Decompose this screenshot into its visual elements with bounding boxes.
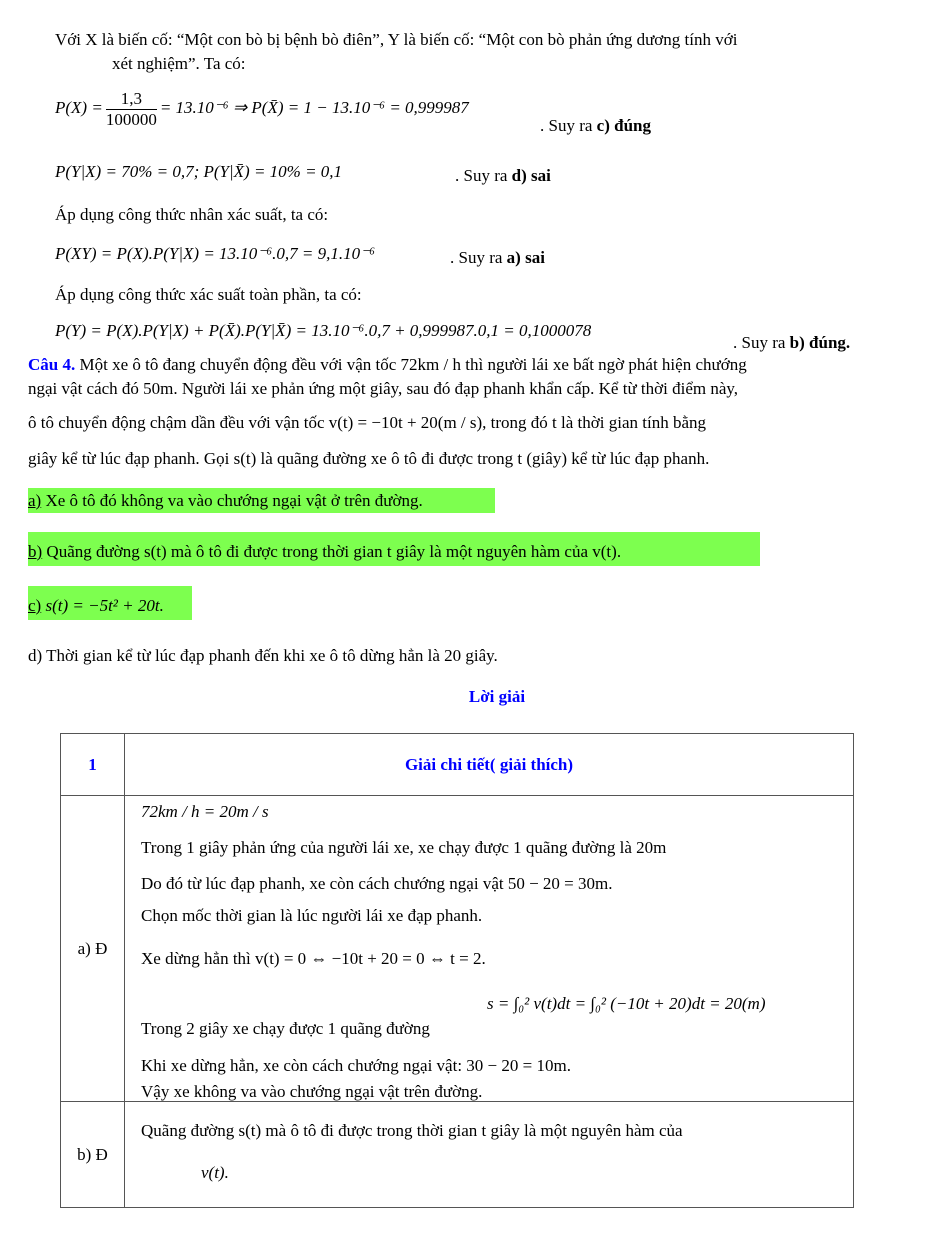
header-col1: 1 bbox=[61, 734, 125, 796]
intro-line: xét nghiệm”. Ta có: bbox=[112, 54, 246, 73]
solution-table bbox=[60, 733, 854, 1208]
conclusion-a: . Suy ra a) sai bbox=[450, 248, 545, 267]
option-c: c) s(t) = −5t² + 20t. bbox=[28, 586, 192, 620]
formula-py: P(Y) = P(X).P(Y|X) + P(X̄).P(Y|X̄) = 13.10⁻⁶.0,7 + 0,999987.0,1 = 0,1000078 bbox=[55, 321, 592, 340]
formula-pyx: P(Y|X) = 70% = 0,7; P(Y|X̄) = 10% = 0,1 bbox=[55, 162, 343, 181]
conclusion-d: . Suy ra d) sai bbox=[455, 166, 551, 185]
row-a-label: a) Đ bbox=[61, 796, 125, 1102]
solution-title: Lời giải bbox=[468, 687, 526, 706]
conclusion-c: . Suy ra c) đúng bbox=[540, 116, 651, 135]
row-b-label: b) Đ bbox=[61, 1102, 125, 1208]
rule-text: Áp dụng công thức xác suất toàn phần, ta có: bbox=[55, 285, 362, 304]
row-a-content: 72km / h = 20m / s Trong 1 giây phản ứng của người lái xe, xe chạy được 1 quãng đường là 20m Do đó từ lúc đạp phanh, xe còn cách chướng ngại vật 50 − 20 = 30m. Chọn mốc thời gian là lúc người lái xe đạp phanh. Xe dừng hẳn thì v(t) = 0 ⇔ −10t + 20 = 0 ⇔ t = 2. Trong 2 giây xe chạy được 1 quãng đường s = ∫₀² v(t)dt = ∫₀² (−10t + 20)dt = 20(m) Khi xe dừng hẳn, xe còn cách chướng ngại vật: 30 − 20 = 10m. Vậy xe không va vào chướng ngại vật trên đường. bbox=[125, 796, 854, 1102]
fraction: $\frac{1,3}{100000}$ bbox=[105, 88, 157, 129]
intro-line: Với X là biến cố: “Một con bò bị bệnh bò điên”, Y là biến cố: “Một con bò phản ứng dương tính với bbox=[55, 30, 738, 49]
formula-px: P(X) = $\frac{1,3}{100000}$ = 13.10⁻⁶ ⇒ P(X̄) = 1 − 13.10⁻⁶ = 0,999987 bbox=[55, 88, 469, 129]
question-line: giây kể từ lúc đạp phanh. Gọi s(t) là quãng đường xe ô tô đi được trong t (giây) kể từ lúc đạp phanh. bbox=[28, 449, 710, 468]
question-line: ngại vật cách đó 50m. Người lái xe phản ứng một giây, sau đó đạp phanh khẩn cấp. Kể từ thời điểm này, bbox=[28, 379, 739, 398]
row-b-content: Quãng đường s(t) mà ô tô đi được trong thời gian t giây là một nguyên hàm của v(t). bbox=[125, 1102, 854, 1208]
rule-text: Áp dụng công thức nhân xác suất, ta có: bbox=[55, 205, 329, 224]
option-a: a) Xe ô tô đó không va vào chướng ngại vật ở trên đường. bbox=[28, 488, 495, 513]
question-line: Câu 4. Một xe ô tô đang chuyển động đều với vận tốc 72km / h thì người lái xe bất ngờ phát hiện chướng bbox=[28, 355, 747, 374]
formula-pxy: P(XY) = P(X).P(Y|X) = 13.10⁻⁶.0,7 = 9,1.10⁻⁶ bbox=[55, 244, 376, 263]
conclusion-b: . Suy ra b) đúng. bbox=[733, 333, 851, 352]
option-b: b) Quãng đường s(t) mà ô tô đi được trong thời gian t giây là một nguyên hàm của v(t). bbox=[28, 532, 760, 566]
question-line: ô tô chuyển động chậm dần đều với vận tốc v(t) = −10t + 20(m / s), trong đó t là thời gian tính bằng bbox=[28, 413, 706, 432]
header-col2: Giải chi tiết( giải thích) bbox=[125, 734, 854, 796]
option-d: d) Thời gian kể từ lúc đạp phanh đến khi xe ô tô dừng hẳn là 20 giây. bbox=[28, 646, 498, 665]
